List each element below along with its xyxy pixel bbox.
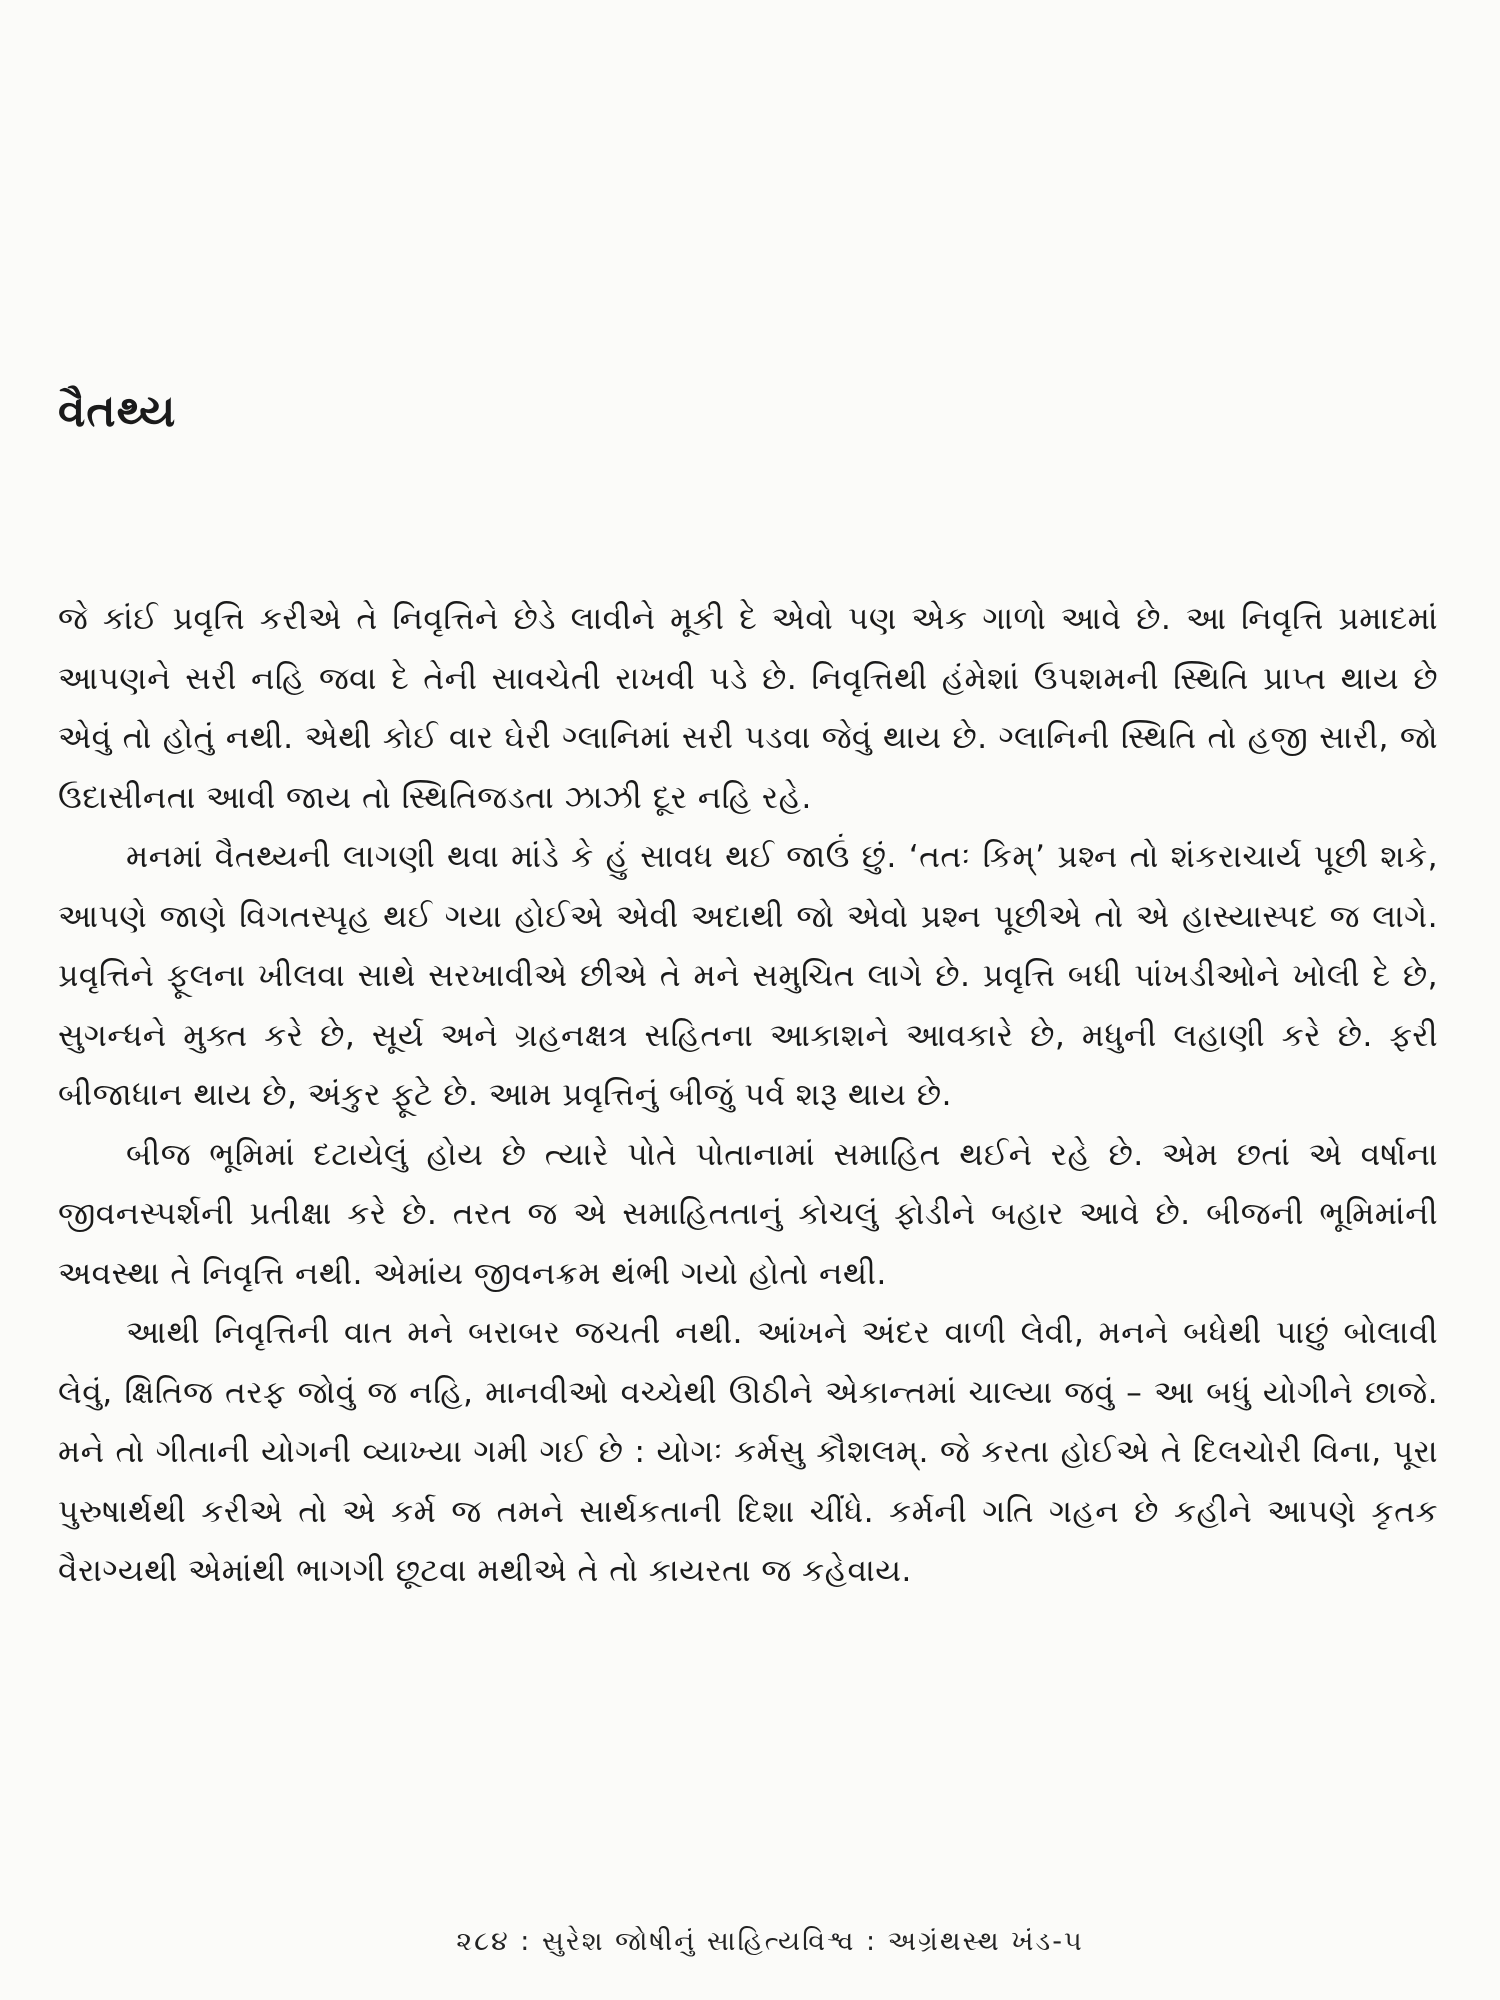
footer-text: ૨૮૪ : સુરેશ જોષીનું સાહિત્યવિશ્વ : અગ્રંથસ્થ ખંડ-૫ xyxy=(456,1926,1084,1957)
paragraph-4: આથી નિવૃત્તિની વાત મને બરાબર જચતી નથી. આંખને અંદર વાળી લેવી, મનને બધેથી પાછું બોલાવી લેવું, ક્ષિતિજ તરફ જોવું જ નહિ, માનવીઓ વચ્ચેથી ઊઠીને એકાન્તમાં ચાલ્યા જવું – આ બધું યોગીને છાજે. મને તો ગીતાની યોગની વ્યાખ્યા ગમી ગઈ છે : યોગઃ કર્મસુ કૌશલમ્. જે કરતા હોઈએ તે દિલચોરી વિના, પૂરા પુરુષાર્થથી કરીએ તો એ કર્મ જ તમને સાર્થકતાની દિશા ચીંધે. કર્મની ગતિ ગહન છે કહીને આપણે કૃતક વૈરાગ્યથી એમાંથી ભાગગી છૂટવા મથીએ તે તો કાયરતા જ કહેવાય. xyxy=(58,1315,1438,1589)
paragraph-1: જે કાંઈ પ્રવૃત્તિ કરીએ તે નિવૃત્તિને છેડે લાવીને મૂકી દે એવો પણ એક ગાળો આવે છે. આ નિવૃત્તિ પ્રમાદમાં આપણને સરી નહિ જવા દે તેની સાવચેતી રાખવી પડે છે. નિવૃત્તિથી હંમેશાં ઉપશમની સ્થિતિ પ્રાપ્ત થાય છે એવું તો હોતું નથી. એથી કોઈ વાર ઘેરી ગ્લાનિમાં સરી પડવા જેવું થાય છે. ગ્લાનિની સ્થિતિ તો હજી સારી, જો ઉદાસીનતા આવી જાય તો સ્થિતિજડતા ઝાઝી દૂર નહિ રહે. xyxy=(58,601,1438,816)
page-footer xyxy=(0,1926,1500,1958)
paragraph-3: બીજ ભૂમિમાં દટાયેલું હોય છે ત્યારે પોતે પોતાનામાં સમાહિત થઈને રહે છે. એમ છતાં એ વર્ષાના જીવનસ્પર્શની પ્રતીક્ષા કરે છે. તરત જ એ સમાહિતતાનું કોચલું ફોડીને બહાર આવે છે. બીજની ભૂમિમાંની અવસ્થા તે નિવૃત્તિ નથી. એમાંય જીવનક્રમ થંભી ગયો હોતો નથી. xyxy=(58,1136,1438,1292)
paragraph-2: મનમાં વૈતથ્યની લાગણી થવા માંડે કે હું સાવધ થઈ જાઉં છું. ‘તતઃ કિમ્’ પ્રશ્ન તો શંકરાચાર્ય પૂછી શકે, આપણે જાણે વિગતસ્પૃહ થઈ ગયા હોઈએ એવી અદાથી જો એવો પ્રશ્ન પૂછીએ તો એ હાસ્યાસ્પદ જ લાગે. પ્રવૃત્તિને ફૂલના ખીલવા સાથે સરખાવીએ છીએ તે મને સમુચિત લાગે છે. પ્રવૃત્તિ બધી પાંખડીઓને ખોલી દે છે, સુગન્ધને મુક્ત કરે છે, સૂર્ય અને ગ્રહનક્ષત્ર સહિતના આકાશને આવકારે છે, મધુની લહાણી કરે છે. ફરી બીજાધાન થાય છે, અંકુર ફૂટે છે. આમ પ્રવૃત્તિનું બીજું પર્વ શરૂ થાય છે. xyxy=(58,839,1438,1113)
essay-body xyxy=(58,590,1438,1602)
essay-title: વૈતથ્ય xyxy=(58,386,177,437)
